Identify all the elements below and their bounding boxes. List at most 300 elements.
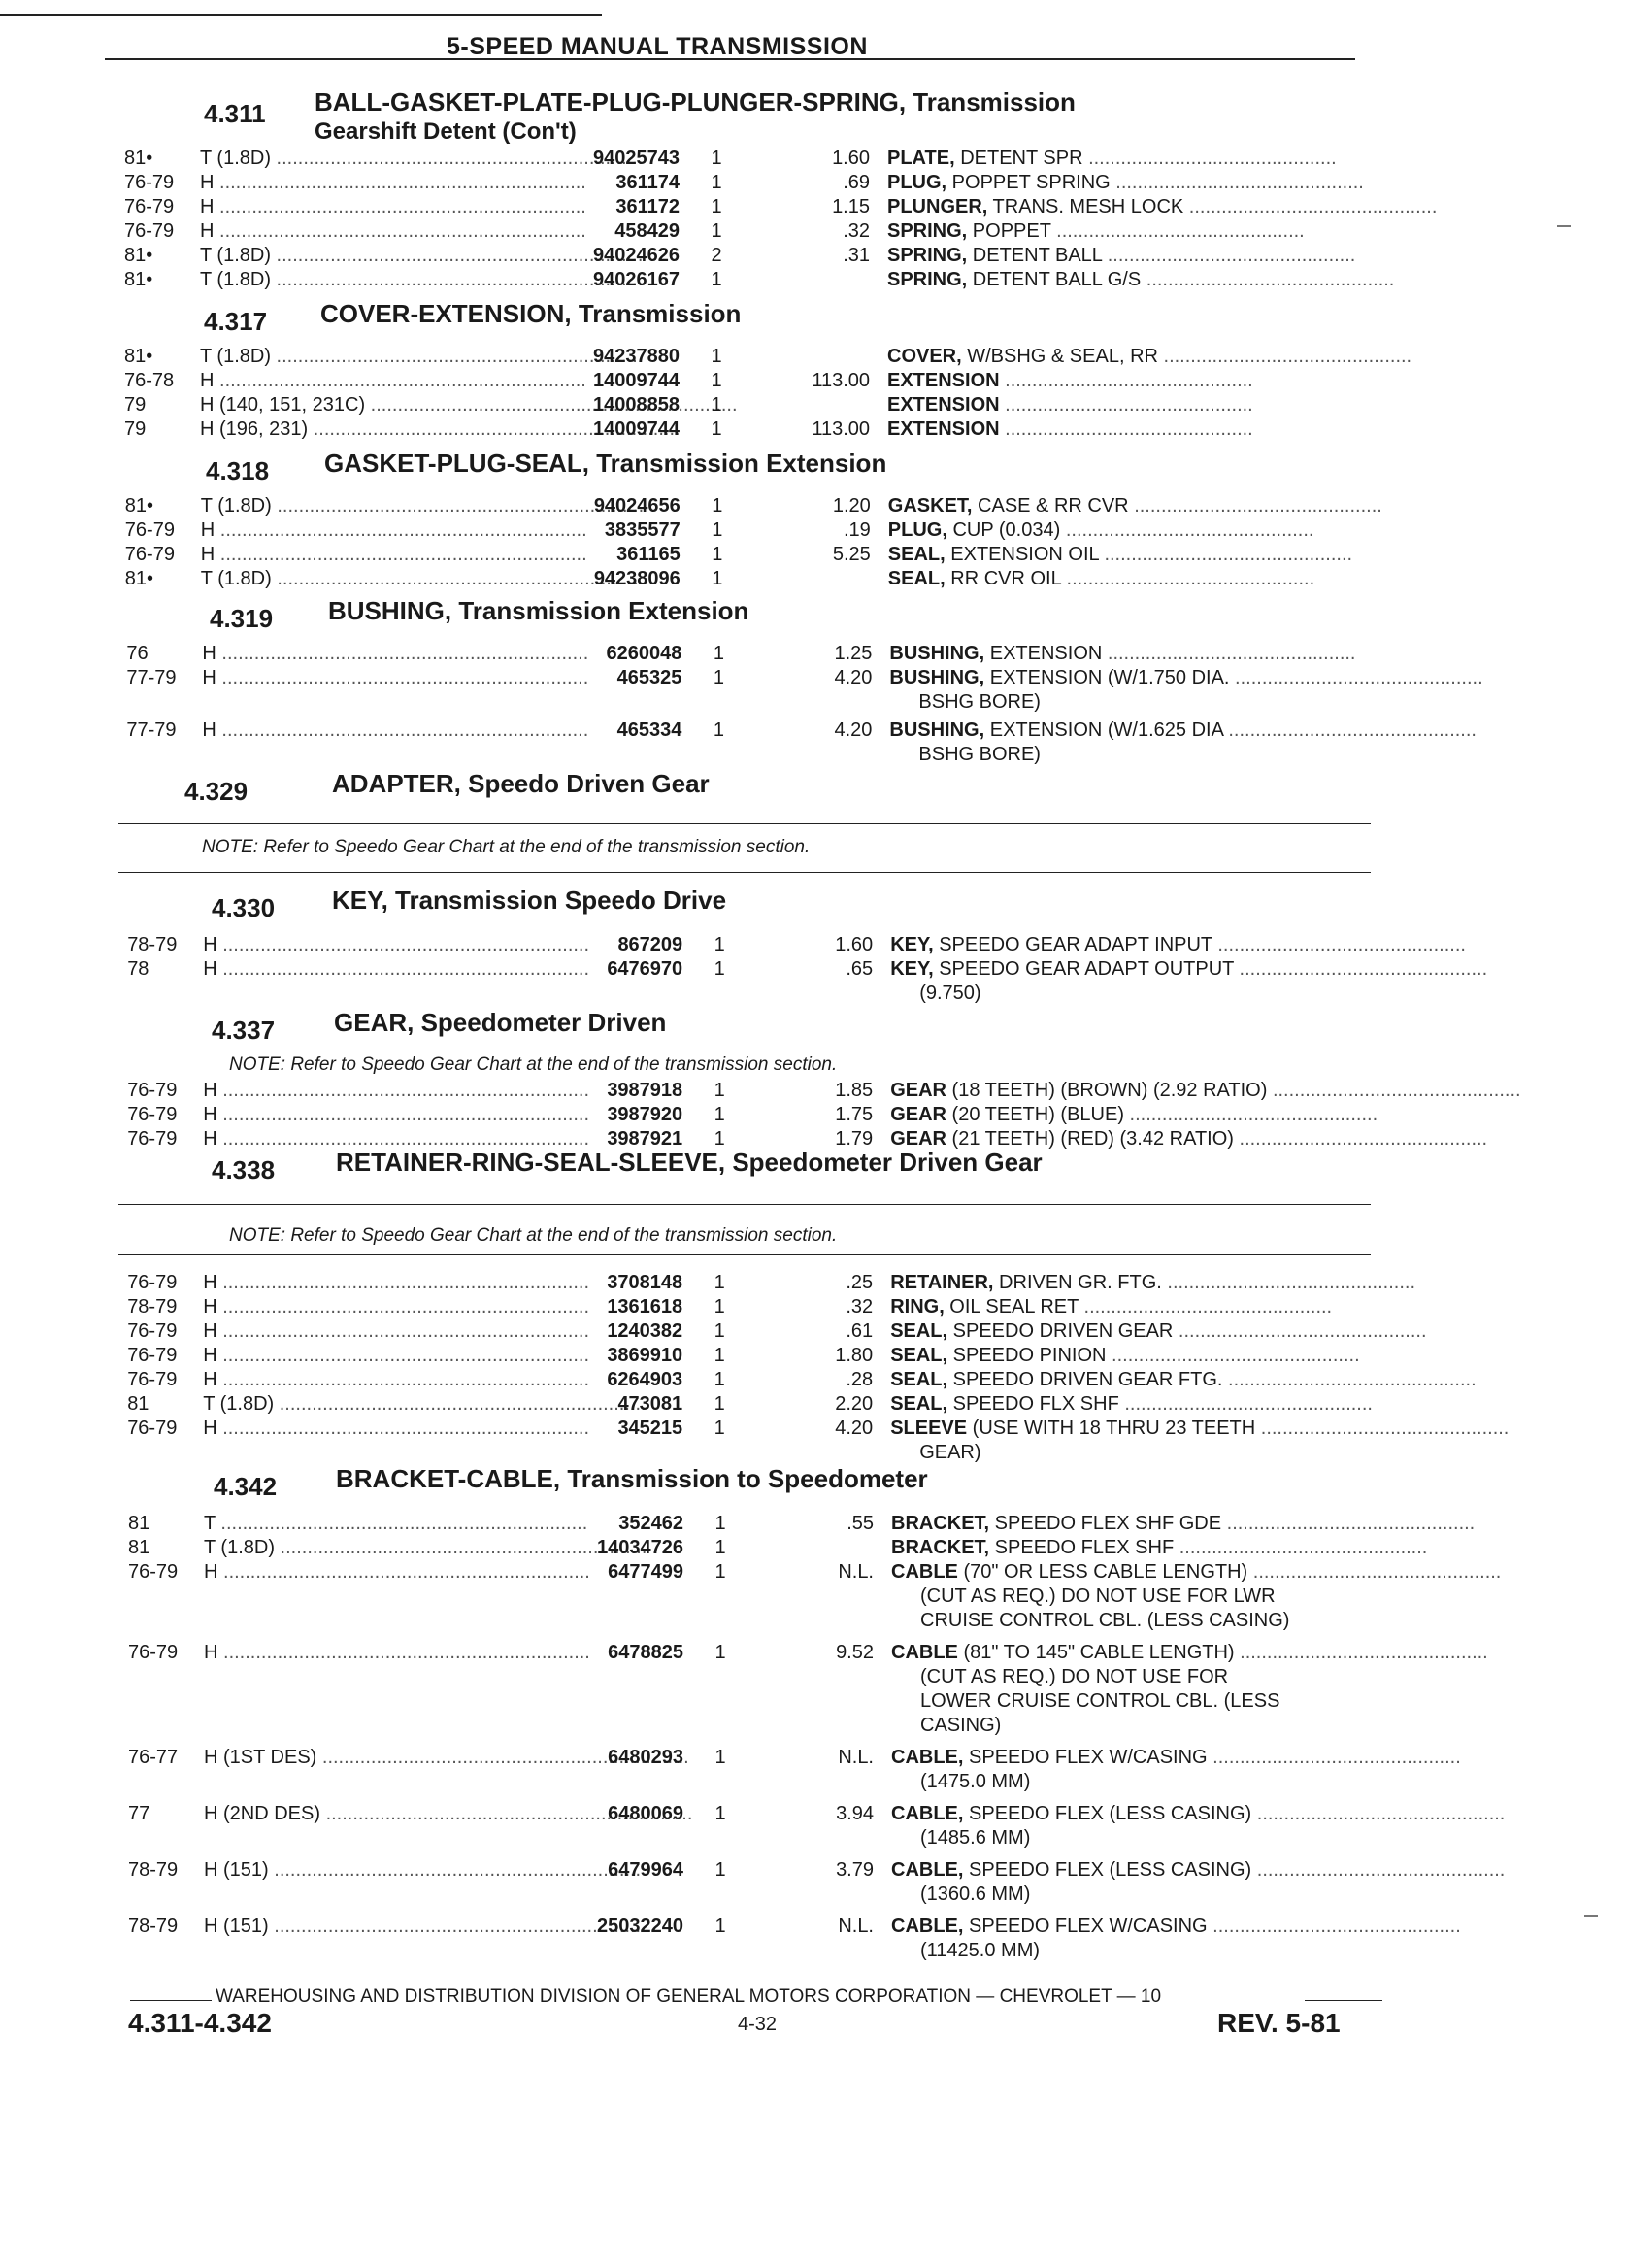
part-number: 25032240 [597, 1916, 683, 1937]
table-row [12, 1747, 1627, 1772]
part-number: 6479964 [608, 1859, 683, 1881]
part-description [887, 346, 1412, 368]
model-year: 76-79 [127, 1369, 178, 1390]
table-row [12, 1537, 1627, 1562]
quantity: 1 [714, 1296, 725, 1317]
description-continuation: (9.750) [919, 983, 981, 1004]
quantity: 1 [714, 1642, 726, 1663]
table-row [8, 245, 1623, 270]
table-row [9, 495, 1624, 520]
table-row [11, 1272, 1626, 1297]
part-name: GEAR [890, 1128, 946, 1150]
part-description [890, 958, 1488, 981]
part-description [887, 418, 1382, 441]
table-row [12, 1642, 1627, 1667]
part-name: PLATE, [887, 148, 955, 169]
table-row [8, 269, 1623, 294]
leader-dots: .............................................. [1128, 495, 1382, 517]
vehicle-code: H (151) ..... [204, 1916, 563, 1938]
quantity: 1 [714, 1345, 725, 1366]
description-continuation: CASING) [920, 1715, 1002, 1736]
table-row [11, 1369, 1626, 1394]
table-row [12, 1803, 1627, 1828]
part-number: 6477499 [608, 1561, 683, 1583]
part-name: SEAL, [887, 544, 946, 565]
model-year: 81• [124, 245, 153, 266]
model-year: 76-79 [128, 1642, 179, 1663]
part-detail: SPEEDO FLEX SHF GDE [989, 1513, 1222, 1534]
model-year: 78-79 [128, 1859, 179, 1881]
part-detail: EXTENSION (W/1.625 DIA [984, 719, 1223, 741]
price: 4.20 [835, 1418, 874, 1439]
table-row [11, 1104, 1626, 1129]
price: 2.20 [835, 1393, 874, 1415]
quantity: 1 [711, 346, 722, 367]
footer-rule-left [130, 2000, 212, 2001]
part-description [887, 245, 1382, 267]
part-number: 465334 [616, 719, 682, 741]
part-name: BRACKET, [891, 1537, 990, 1558]
part-number: 361174 [615, 172, 680, 193]
part-number: 14034726 [597, 1537, 683, 1558]
quantity: 1 [711, 148, 722, 169]
vehicle-code: H ..... [202, 667, 561, 689]
section-title: BALL-GASKET-PLATE-PLUG-PLUNGER-SPRING, Transmission [315, 87, 1076, 117]
section-number: 4.329 [184, 777, 249, 806]
model-year: 77-79 [126, 719, 177, 741]
model-year: 76-79 [124, 519, 175, 541]
leader-dots: .............................................. [1174, 1537, 1428, 1558]
table-row [11, 934, 1626, 959]
part-number: 14009744 [593, 418, 680, 440]
part-name: SPRING, [887, 269, 968, 290]
vehicle-code: H (140, 151, 231C) ..... [200, 394, 559, 417]
part-name: GEAR [890, 1080, 946, 1101]
quantity: 1 [714, 1272, 725, 1293]
vehicle-code: T (1.8D) ..... [204, 1537, 563, 1559]
leader-dots: .............................................. [1234, 958, 1488, 980]
price: .65 [846, 958, 874, 980]
vehicle-code: H ..... [203, 1272, 562, 1294]
part-description [888, 568, 1383, 590]
quantity: 1 [714, 1537, 726, 1558]
part-number: 6480293 [608, 1747, 683, 1768]
part-detail: TRANS. MESH LOCK [987, 196, 1184, 217]
section-title: GEAR, Speedometer Driven [334, 1008, 667, 1037]
price: 9.52 [836, 1642, 874, 1663]
quantity: 1 [714, 1803, 726, 1824]
part-number: 94237880 [593, 346, 680, 367]
quantity: 1 [711, 370, 722, 391]
page-title: 5-SPEED MANUAL TRANSMISSION [447, 33, 868, 60]
price: .32 [843, 220, 870, 242]
part-name: PLUG, [887, 172, 947, 193]
vehicle-code: T (1.8D) ..... [201, 495, 560, 517]
price: N.L. [838, 1747, 874, 1768]
leader-dots: .............................................. [1229, 667, 1483, 688]
model-year: 81 [128, 1513, 150, 1534]
part-number: 6478825 [608, 1642, 683, 1663]
part-number: 14009744 [593, 370, 680, 391]
quantity: 1 [713, 667, 724, 688]
description-continuation: (1485.6 MM) [920, 1827, 1031, 1849]
part-name: BUSHING, [889, 643, 985, 664]
description-continuation: (CUT AS REQ.) DO NOT USE FOR LWR [920, 1585, 1276, 1607]
quantity: 1 [714, 1513, 726, 1534]
part-description [890, 1345, 1385, 1367]
footer-rule-right [1305, 2000, 1382, 2001]
table-row [12, 1561, 1627, 1586]
leader-dots: .............................................. [1123, 1104, 1378, 1125]
part-name: COVER, [887, 346, 962, 367]
quantity: 1 [714, 1104, 725, 1125]
part-name: SEAL, [887, 568, 946, 589]
leader-dots: .............................................. [1233, 1128, 1488, 1150]
vehicle-code: T (1.8D) ..... [203, 1393, 562, 1416]
leader-dots: .............................................. [1251, 1859, 1506, 1881]
part-detail: OIL SEAL RET [944, 1296, 1079, 1317]
part-description [888, 495, 1383, 517]
vehicle-code: H ..... [200, 220, 559, 243]
part-name: SPRING, [887, 245, 968, 266]
quantity: 1 [714, 1369, 725, 1390]
leader-dots: .............................................. [1157, 346, 1412, 367]
vehicle-code: H ..... [203, 1320, 562, 1343]
footer-revision: REV. 5-81 [1217, 2008, 1341, 2038]
price: 1.75 [835, 1104, 874, 1125]
part-detail: CASE & RR CVR [972, 495, 1129, 517]
table-row [8, 196, 1623, 221]
vehicle-code: H ..... [203, 1369, 562, 1391]
vehicle-code: H ..... [202, 643, 561, 665]
quantity: 1 [714, 1916, 726, 1937]
part-number: 94024656 [593, 495, 681, 517]
quantity: 1 [712, 495, 723, 517]
model-year: 81• [124, 495, 154, 517]
part-name: BUSHING, [889, 719, 985, 741]
price: 1.60 [835, 934, 874, 955]
vehicle-code: H ..... [200, 196, 559, 218]
part-detail: POPPET [967, 220, 1051, 242]
part-description [890, 1272, 1416, 1294]
table-row [11, 1080, 1626, 1105]
table-row [8, 148, 1623, 173]
part-description [889, 643, 1384, 665]
model-year: 81• [124, 346, 153, 367]
part-number: 3987921 [607, 1128, 683, 1150]
part-number: 345215 [617, 1418, 683, 1439]
table-row [8, 370, 1623, 395]
part-description [889, 719, 1477, 742]
vehicle-code: T (1.8D) ..... [200, 346, 559, 368]
table-row [11, 1393, 1626, 1418]
quantity: 1 [714, 1561, 726, 1583]
model-year: 78 [127, 958, 149, 980]
model-year: 79 [124, 418, 147, 440]
vehicle-code: H ..... [203, 1128, 562, 1151]
part-name: KEY, [890, 934, 934, 955]
part-description [891, 1803, 1506, 1825]
part-description [891, 1561, 1502, 1584]
part-description [887, 148, 1382, 170]
price: 4.20 [834, 719, 873, 741]
description-continuation: (1360.6 MM) [920, 1884, 1031, 1905]
table-row [12, 1859, 1627, 1884]
model-year: 78-79 [127, 1296, 178, 1317]
vehicle-code: H (1ST DES) ..... [204, 1747, 563, 1769]
part-name: SEAL, [890, 1369, 948, 1390]
title-underline [105, 58, 1355, 60]
part-name: KEY, [890, 958, 934, 980]
vehicle-code: H ..... [203, 1418, 562, 1440]
price: 4.20 [834, 667, 873, 688]
model-year: 77 [128, 1803, 150, 1824]
part-description [891, 1916, 1461, 1938]
price: 1.60 [832, 148, 870, 169]
quantity: 1 [713, 719, 724, 741]
vehicle-code: H ..... [201, 544, 560, 566]
part-number: 14008858 [593, 394, 680, 416]
price: 3.94 [836, 1803, 874, 1824]
table-row [9, 544, 1624, 569]
leader-dots: .............................................. [1082, 148, 1337, 169]
table-row [11, 1320, 1626, 1346]
vehicle-code: H ..... [204, 1561, 563, 1584]
model-year: 77-79 [126, 667, 177, 688]
part-name: RING, [890, 1296, 945, 1317]
leader-dots: .............................................. [1102, 245, 1356, 266]
part-number: 6476970 [607, 958, 683, 980]
part-number: 3835577 [604, 519, 681, 541]
part-name: PLUG, [887, 519, 947, 541]
section-title: BUSHING, Transmission Extension [328, 596, 749, 625]
part-number: 361172 [615, 196, 680, 217]
price: N.L. [838, 1916, 874, 1937]
part-number: 3869910 [607, 1345, 683, 1366]
leader-dots: .............................................. [1110, 172, 1364, 193]
part-name: GASKET, [887, 495, 973, 517]
leader-dots: .............................................. [1173, 1320, 1427, 1342]
part-number: 3708148 [607, 1272, 683, 1293]
quantity: 1 [714, 1859, 726, 1881]
part-name: RETAINER, [890, 1272, 994, 1293]
description-continuation: (11425.0 MM) [920, 1940, 1041, 1961]
part-number: 3987918 [607, 1080, 683, 1101]
model-year: 76 [126, 643, 149, 664]
note-rule [118, 1254, 1371, 1255]
leader-dots: .............................................. [1102, 643, 1356, 664]
section-number: 4.311 [204, 99, 266, 128]
table-row [11, 958, 1626, 984]
note-rule [118, 1204, 1371, 1205]
table-row [8, 172, 1623, 197]
part-detail: SPEEDO FLEX W/CASING [963, 1916, 1208, 1937]
part-name: CABLE, [891, 1747, 964, 1768]
leader-dots: .............................................. [1098, 544, 1353, 565]
model-year: 81• [124, 148, 153, 169]
leader-dots: .............................................. [1221, 1513, 1476, 1534]
section-number: 4.318 [206, 456, 270, 485]
table-row [12, 1513, 1627, 1538]
part-detail: EXTENSION [984, 643, 1103, 664]
quantity: 1 [714, 1393, 725, 1415]
price: 1.25 [834, 643, 873, 664]
leader-dots: .............................................. [1183, 196, 1438, 217]
part-name: BRACKET, [891, 1513, 990, 1534]
price: .32 [846, 1296, 874, 1317]
vehicle-code: T (1.8D) ..... [200, 245, 559, 267]
part-name: CABLE [891, 1561, 958, 1583]
part-detail: SPEEDO DRIVEN GEAR FTG. [947, 1369, 1223, 1390]
quantity: 1 [711, 269, 722, 290]
section-title: COVER-EXTENSION, Transmission [320, 299, 742, 328]
leader-dots: .............................................. [1234, 1642, 1488, 1663]
part-detail: (18 TEETH) (BROWN) (2.92 RATIO) [946, 1080, 1268, 1101]
model-year: 76-79 [127, 1320, 178, 1342]
table-row [11, 1345, 1626, 1370]
leader-dots: .............................................. [1247, 1561, 1502, 1583]
price: .19 [843, 519, 871, 541]
vehicle-code: H ..... [202, 719, 561, 742]
model-year: 78-79 [127, 934, 178, 955]
quantity: 1 [714, 958, 725, 980]
vehicle-code: T (1.8D) ..... [201, 568, 560, 590]
part-description [890, 1418, 1510, 1440]
part-detail: EXTENSION OIL [945, 544, 1099, 565]
model-year: 78-79 [128, 1916, 179, 1937]
leader-dots: .............................................. [1106, 1345, 1360, 1366]
vehicle-code: H ..... [203, 1345, 562, 1367]
leader-dots: .............................................. [1222, 719, 1477, 741]
section-number: 4.342 [214, 1472, 278, 1501]
part-description [891, 1537, 1428, 1559]
section-title: BRACKET-CABLE, Transmission to Speedometer [336, 1464, 928, 1493]
section-number: 4.317 [204, 307, 268, 336]
part-detail: (81" TO 145" CABLE LENGTH) [957, 1642, 1235, 1663]
part-detail: SPEEDO FLEX W/CASING [963, 1747, 1208, 1768]
price: .61 [846, 1320, 874, 1342]
leader-dots: .............................................. [1141, 269, 1395, 290]
note-rule [118, 872, 1371, 873]
part-detail: (20 TEETH) (BLUE) [946, 1104, 1124, 1125]
part-name: EXTENSION [887, 418, 1000, 440]
part-number: 1361618 [607, 1296, 683, 1317]
model-year: 79 [124, 394, 147, 416]
section-note: NOTE: Refer to Speedo Gear Chart at the end of the transmission section. [229, 1054, 838, 1075]
leader-dots: .............................................. [1267, 1080, 1521, 1101]
part-name: EXTENSION [887, 394, 1000, 416]
part-number: 94025743 [593, 148, 680, 169]
model-year: 76-79 [127, 1272, 178, 1293]
quantity: 1 [712, 544, 723, 565]
model-year: 76-79 [127, 1104, 178, 1125]
table-row [8, 394, 1623, 419]
model-year: 76-79 [124, 196, 175, 217]
part-detail: EXTENSION (W/1.750 DIA. [984, 667, 1230, 688]
part-number: 6260048 [606, 643, 682, 664]
margin-mark [1557, 225, 1571, 227]
price: 1.80 [835, 1345, 874, 1366]
price: .28 [846, 1369, 874, 1390]
vehicle-code: T ..... [204, 1513, 563, 1535]
section-note: NOTE: Refer to Speedo Gear Chart at the end of the transmission section. [202, 837, 811, 857]
quantity: 1 [714, 934, 725, 955]
price: 113.00 [812, 418, 870, 440]
part-description [890, 1104, 1385, 1126]
quantity: 1 [714, 1320, 725, 1342]
table-row [11, 1296, 1626, 1321]
section-title: KEY, Transmission Speedo Drive [332, 885, 727, 915]
section-number: 4.337 [212, 1016, 276, 1045]
quantity: 1 [712, 519, 723, 541]
quantity: 2 [711, 245, 722, 266]
quantity: 1 [711, 394, 722, 416]
model-year: 76-79 [124, 172, 175, 193]
part-number: 465325 [616, 667, 682, 688]
part-name: SEAL, [890, 1320, 948, 1342]
leader-dots: .............................................. [1222, 1369, 1477, 1390]
footer-division: WAREHOUSING AND DISTRIBUTION DIVISION OF GENERAL MOTORS CORPORATION — CHEVROLET — 10 [216, 1986, 1162, 2007]
description-continuation: GEAR) [919, 1442, 981, 1463]
part-number: 6480069 [608, 1803, 683, 1824]
part-description [891, 1513, 1476, 1535]
model-year: 76-79 [127, 1128, 178, 1150]
part-detail: SPEEDO PINION [947, 1345, 1107, 1366]
part-detail: (21 TEETH) (RED) (3.42 RATIO) [946, 1128, 1234, 1150]
part-name: BUSHING, [889, 667, 985, 688]
part-description [887, 394, 1382, 417]
quantity: 1 [711, 196, 722, 217]
leader-dots: .............................................. [1207, 1747, 1461, 1768]
part-number: 352462 [618, 1513, 683, 1534]
part-number: 867209 [617, 934, 683, 955]
part-name: SEAL, [890, 1345, 948, 1366]
part-name: CABLE, [891, 1916, 964, 1937]
part-detail: SPEEDO FLX SHF [947, 1393, 1119, 1415]
leader-dots: .............................................. [1060, 568, 1315, 589]
leader-dots: .............................................. [1060, 519, 1314, 541]
price: .31 [843, 245, 870, 266]
model-year: 81 [128, 1537, 150, 1558]
price: .69 [843, 172, 870, 193]
table-row [9, 519, 1624, 545]
part-detail: RR CVR OIL [945, 568, 1061, 589]
model-year: 81• [124, 568, 154, 589]
vehicle-code: H ..... [203, 934, 562, 956]
part-number: 473081 [617, 1393, 683, 1415]
quantity: 1 [713, 643, 724, 664]
section-title: RETAINER-RING-SEAL-SLEEVE, Speedometer Driven Gear [336, 1148, 1043, 1177]
part-description [890, 1320, 1427, 1343]
model-year: 76-79 [124, 544, 175, 565]
part-number: 94238096 [593, 568, 681, 589]
table-row [8, 220, 1623, 246]
part-description [891, 1859, 1506, 1882]
section-number: 4.319 [210, 604, 274, 633]
part-detail: SPEEDO GEAR ADAPT OUTPUT [933, 958, 1234, 980]
model-year: 81 [127, 1393, 149, 1415]
note-rule [118, 823, 1371, 824]
leader-dots: .............................................. [999, 394, 1253, 416]
part-description [890, 1369, 1477, 1391]
part-name: GEAR [890, 1104, 946, 1125]
vehicle-code: H (151) ..... [204, 1859, 563, 1882]
part-name: CABLE [891, 1642, 958, 1663]
footer-page-number: 4-32 [738, 2014, 778, 2035]
part-number: 458429 [614, 220, 680, 242]
leader-dots: .............................................. [1251, 1803, 1506, 1824]
part-detail: SPEEDO FLEX SHF [989, 1537, 1175, 1558]
